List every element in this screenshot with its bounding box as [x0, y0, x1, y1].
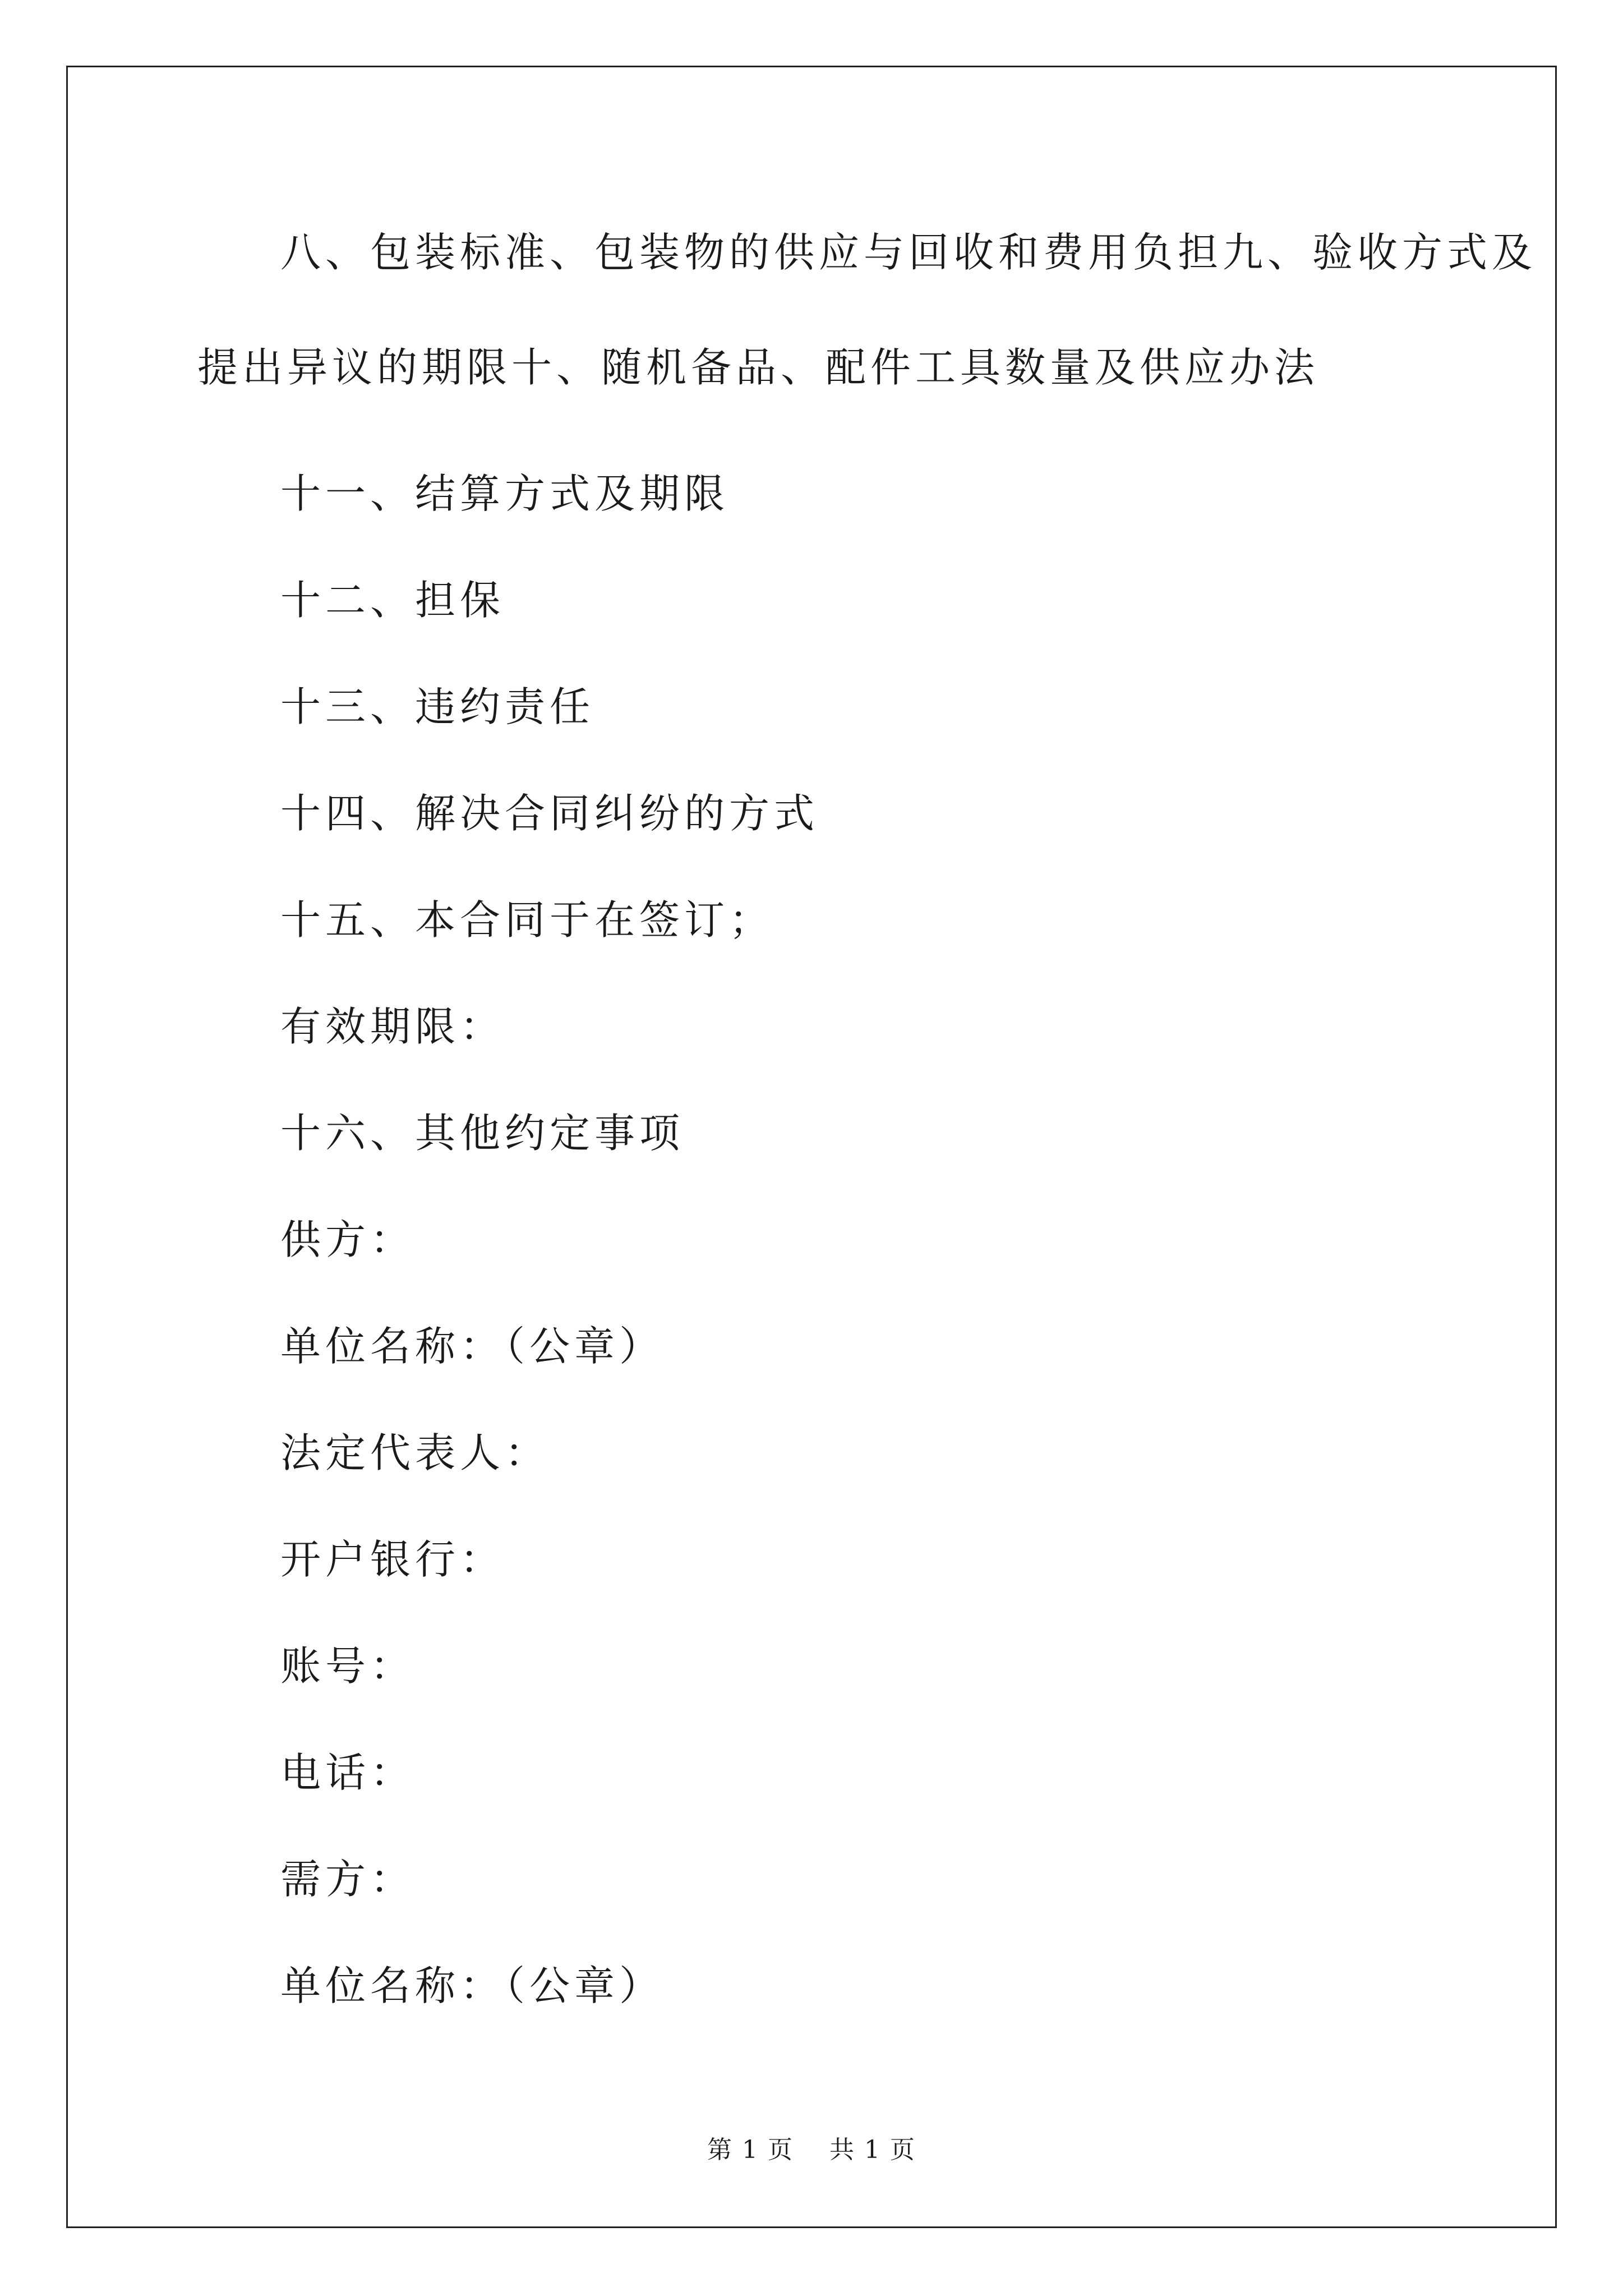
paragraph-line: 八、包装标准、包装物的供应与回收和费用负担九、验收方式及 [280, 229, 1537, 276]
buyer-company-name-label: 单位名称：（公章） [280, 1962, 665, 2009]
supplier-company-name-label: 单位名称：（公章） [280, 1323, 665, 1370]
clause-breach-liability: 十三、违约责任 [280, 683, 595, 730]
supplier-phone-label: 电话： [280, 1749, 416, 1796]
clause-settlement: 十一、结算方式及期限 [280, 470, 730, 517]
clause-guarantee: 十二、担保 [280, 577, 505, 624]
paragraph-packaging-acceptance [197, 222, 1537, 463]
document-body [197, 222, 1537, 2062]
supplier-account-label: 账号： [280, 1642, 416, 1690]
supplier-bank-label: 开户银行： [280, 1536, 505, 1583]
supplier-legal-representative-label: 法定代表人： [280, 1429, 550, 1476]
validity-period-label: 有效期限： [280, 1003, 505, 1050]
buyer-heading: 需方： [280, 1856, 416, 1903]
paragraph-line: 提出异议的期限十、随机备品、配件工具数量及供应办法 [197, 344, 1320, 391]
supplier-heading: 供方： [280, 1216, 416, 1263]
clause-dispute-resolution: 十四、解决合同纠纷的方式 [280, 790, 819, 837]
page-number-footer: 第 1 页 共 1 页 [707, 2136, 916, 2164]
clause-signing-place: 十五、本合同于在签订； [280, 896, 774, 944]
clause-other-matters: 十六、其他约定事项 [280, 1110, 685, 1157]
